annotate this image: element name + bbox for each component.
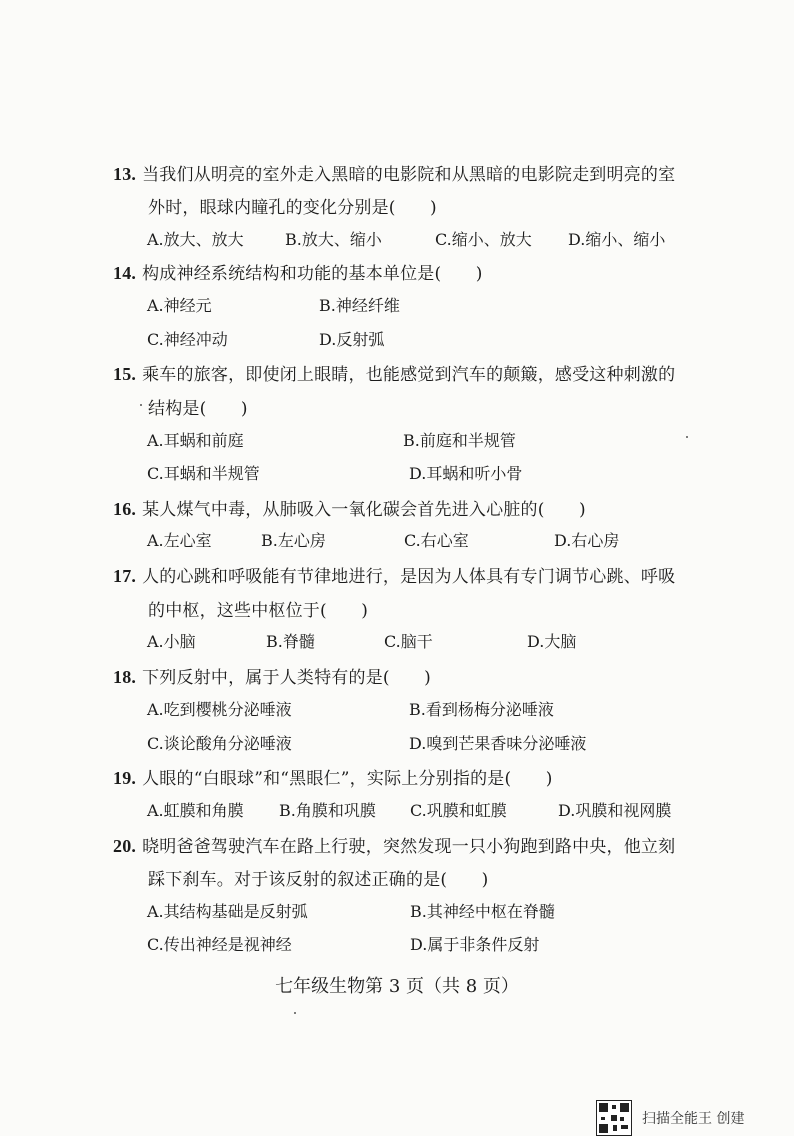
option-b: B.左心房 (261, 531, 326, 550)
option-b: B.神经纤维 (319, 296, 400, 315)
page-footer: 七年级生物第 3 页（共 8 页） (275, 976, 519, 997)
option-a: A.其结构基础是反射弧 (147, 902, 308, 921)
question-stem: 构成神经系统结构和功能的基本单位是( ) (142, 264, 483, 284)
question-stem: 下列反射中，属于人类特有的是( ) (142, 668, 431, 688)
option-c: C.神经冲动 (147, 330, 228, 349)
question-stem: 晓明爸爸驾驶汽车在路上行驶，突然发现一只小狗跑到路中央，他立刻 (142, 837, 676, 857)
option-a: A.神经元 (147, 296, 212, 315)
scan-speck (686, 436, 688, 438)
qr-code-icon (596, 1100, 632, 1136)
option-d: D.反射弧 (319, 330, 385, 349)
option-d: D.缩小、缩小 (568, 230, 666, 249)
option-a: A.放大、放大 (147, 230, 244, 249)
option-a: A.吃到樱桃分泌唾液 (147, 700, 292, 719)
option-b: B.其神经中枢在脊髓 (410, 902, 555, 921)
question-number: 14. (113, 263, 137, 283)
option-c: C.右心室 (404, 531, 469, 550)
option-c: C.脑干 (384, 632, 433, 651)
option-c: C.巩膜和虹膜 (410, 801, 507, 820)
option-a: A.左心室 (147, 531, 212, 550)
question-stem: 某人煤气中毒，从肺吸入一氧化碳会首先进入心脏的( ) (142, 500, 586, 520)
option-d: D.大脑 (527, 632, 577, 651)
option-c: C.耳蜗和半规管 (147, 464, 260, 483)
question-number: 15. (113, 364, 137, 384)
option-a: A.虹膜和角膜 (147, 801, 244, 820)
option-b: B.放大、缩小 (285, 230, 382, 249)
option-a: A.小脑 (147, 632, 196, 651)
question-stem: 乘车的旅客，即使闭上眼睛，也能感觉到汽车的颠簸，感受这种刺激的 (142, 365, 676, 385)
question-stem-cont: 的中枢，这些中枢位于( ) (148, 601, 369, 621)
question-stem: 当我们从明亮的室外走入黑暗的电影院和从黑暗的电影院走到明亮的室 (142, 165, 676, 185)
option-d: D.属于非条件反射 (410, 935, 540, 954)
question-number: 16. (113, 499, 137, 519)
option-c: C.缩小、放大 (435, 230, 532, 249)
question-number: 13. (113, 164, 137, 184)
option-b: B.前庭和半规管 (403, 431, 516, 450)
option-b: B.角膜和巩膜 (279, 801, 376, 820)
option-d: D.嗅到芒果香味分泌唾液 (409, 734, 587, 753)
option-a: A.耳蜗和前庭 (147, 431, 244, 450)
option-d: D.耳蜗和听小骨 (409, 464, 523, 483)
option-b: B.看到杨梅分泌唾液 (409, 700, 554, 719)
question-stem-cont: 踩下刹车。对于该反射的叙述正确的是( ) (148, 870, 489, 890)
option-b: B.脊髓 (266, 632, 315, 651)
scan-speck (140, 404, 142, 406)
option-d: D.巩膜和视网膜 (558, 801, 672, 820)
question-stem: 人的心跳和呼吸能有节律地进行，是因为人体具有专门调节心跳、呼吸 (142, 567, 676, 587)
option-d: D.右心房 (554, 531, 620, 550)
scan-speck (294, 1012, 296, 1014)
question-stem-cont: 外时，眼球内瞳孔的变化分别是( ) (148, 198, 437, 218)
question-number: 19. (113, 768, 137, 788)
scanner-watermark (596, 1100, 744, 1136)
scanner-label: 扫描全能王 创建 (642, 1111, 745, 1127)
question-number: 18. (113, 667, 137, 687)
option-c: C.谈论酸角分泌唾液 (147, 734, 292, 753)
question-stem: 人眼的“白眼球”和“黑眼仁”，实际上分别指的是( ) (142, 769, 553, 789)
option-c: C.传出神经是视神经 (147, 935, 292, 954)
question-number: 20. (113, 836, 137, 856)
question-stem-cont: 结构是( ) (148, 399, 248, 419)
question-number: 17. (113, 566, 137, 586)
